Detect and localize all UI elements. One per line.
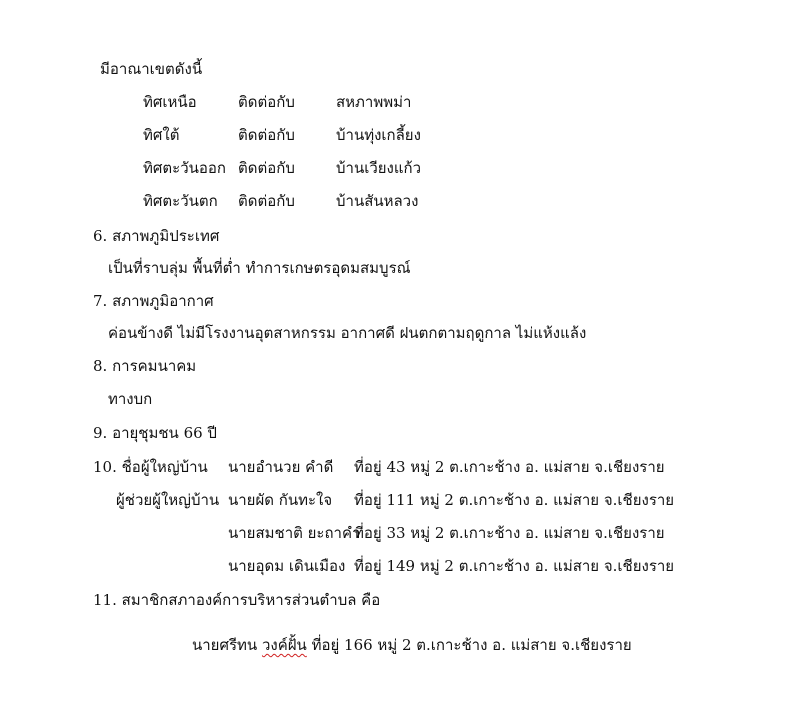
section-6-heading: 6. สภาพภูมิประเทศ: [93, 227, 220, 245]
boundary-relation: ติดต่อกับ: [238, 93, 295, 111]
boundary-relation: ติดต่อกับ: [238, 192, 295, 210]
boundary-neighbor: บ้านเวียงแก้ว: [336, 159, 422, 177]
person-address: ที่อยู่ 149 หมู่ 2 ต.เกาะช้าง อ. แม่สาย จ.เชียงราย: [354, 557, 675, 575]
council-member-surname: วงค์ฝั้น: [261, 636, 307, 654]
boundary-direction: ทิศเหนือ: [143, 93, 197, 111]
section-6-body: เป็นที่ราบลุ่ม พื้นที่ต่ำ ทำการเกษตรอุดมสมบูรณ์: [108, 259, 411, 277]
person-name: นายสมชาติ ยะถาคำ: [228, 524, 361, 542]
assistant-label: ผู้ช่วยผู้ใหญ่บ้าน: [116, 491, 220, 509]
section-8-body: ทางบก: [108, 390, 153, 408]
section-7-heading: 7. สภาพภูมิอากาศ: [93, 292, 214, 310]
section-11-heading: 11. สมาชิกสภาองค์การบริหารส่วนตำบล คือ: [93, 591, 381, 609]
section-8-heading: 8. การคมนาคม: [93, 357, 197, 375]
council-member-address: ที่อยู่ 166 หมู่ 2 ต.เกาะช้าง อ. แม่สาย จ.เชียงราย: [311, 636, 632, 654]
council-member-line: [192, 635, 632, 655]
intro-text: มีอาณาเขตดังนี้: [100, 60, 203, 78]
person-address: ที่อยู่ 33 หมู่ 2 ต.เกาะช้าง อ. แม่สาย จ.เชียงราย: [354, 524, 665, 542]
boundary-relation: ติดต่อกับ: [238, 159, 295, 177]
person-address: ที่อยู่ 43 หมู่ 2 ต.เกาะช้าง อ. แม่สาย จ.เชียงราย: [354, 458, 665, 476]
person-name: นายอุดม เดินเมือง: [228, 557, 346, 575]
person-name: นายผัด กันทะใจ: [228, 491, 333, 509]
boundary-neighbor: สหภาพพม่า: [336, 93, 412, 111]
boundary-direction: ทิศตะวันตก: [143, 192, 218, 210]
boundary-direction: ทิศตะวันออก: [143, 159, 226, 177]
boundary-neighbor: บ้านทุ่งเกลี้ยง: [336, 126, 421, 144]
headman-label: 10. ชื่อผู้ใหญ่บ้าน: [93, 458, 208, 476]
section-7-body: ค่อนข้างดี ไม่มีโรงงานอุตสาหกรรม อากาศดี ฝนตกตามฤดูกาล ไม่แห้งแล้ง: [108, 324, 587, 342]
boundary-neighbor: บ้านสันหลวง: [336, 192, 419, 210]
section-9-heading: 9. อายุชุมชน 66 ปี: [93, 424, 217, 442]
person-name: นายอำนวย คำดี: [228, 458, 334, 476]
boundary-direction: ทิศใต้: [143, 126, 180, 144]
boundary-relation: ติดต่อกับ: [238, 126, 295, 144]
person-address: ที่อยู่ 111 หมู่ 2 ต.เกาะช้าง อ. แม่สาย จ.เชียงราย: [354, 491, 675, 509]
council-member-prefix: นายศรีทน: [192, 636, 258, 654]
